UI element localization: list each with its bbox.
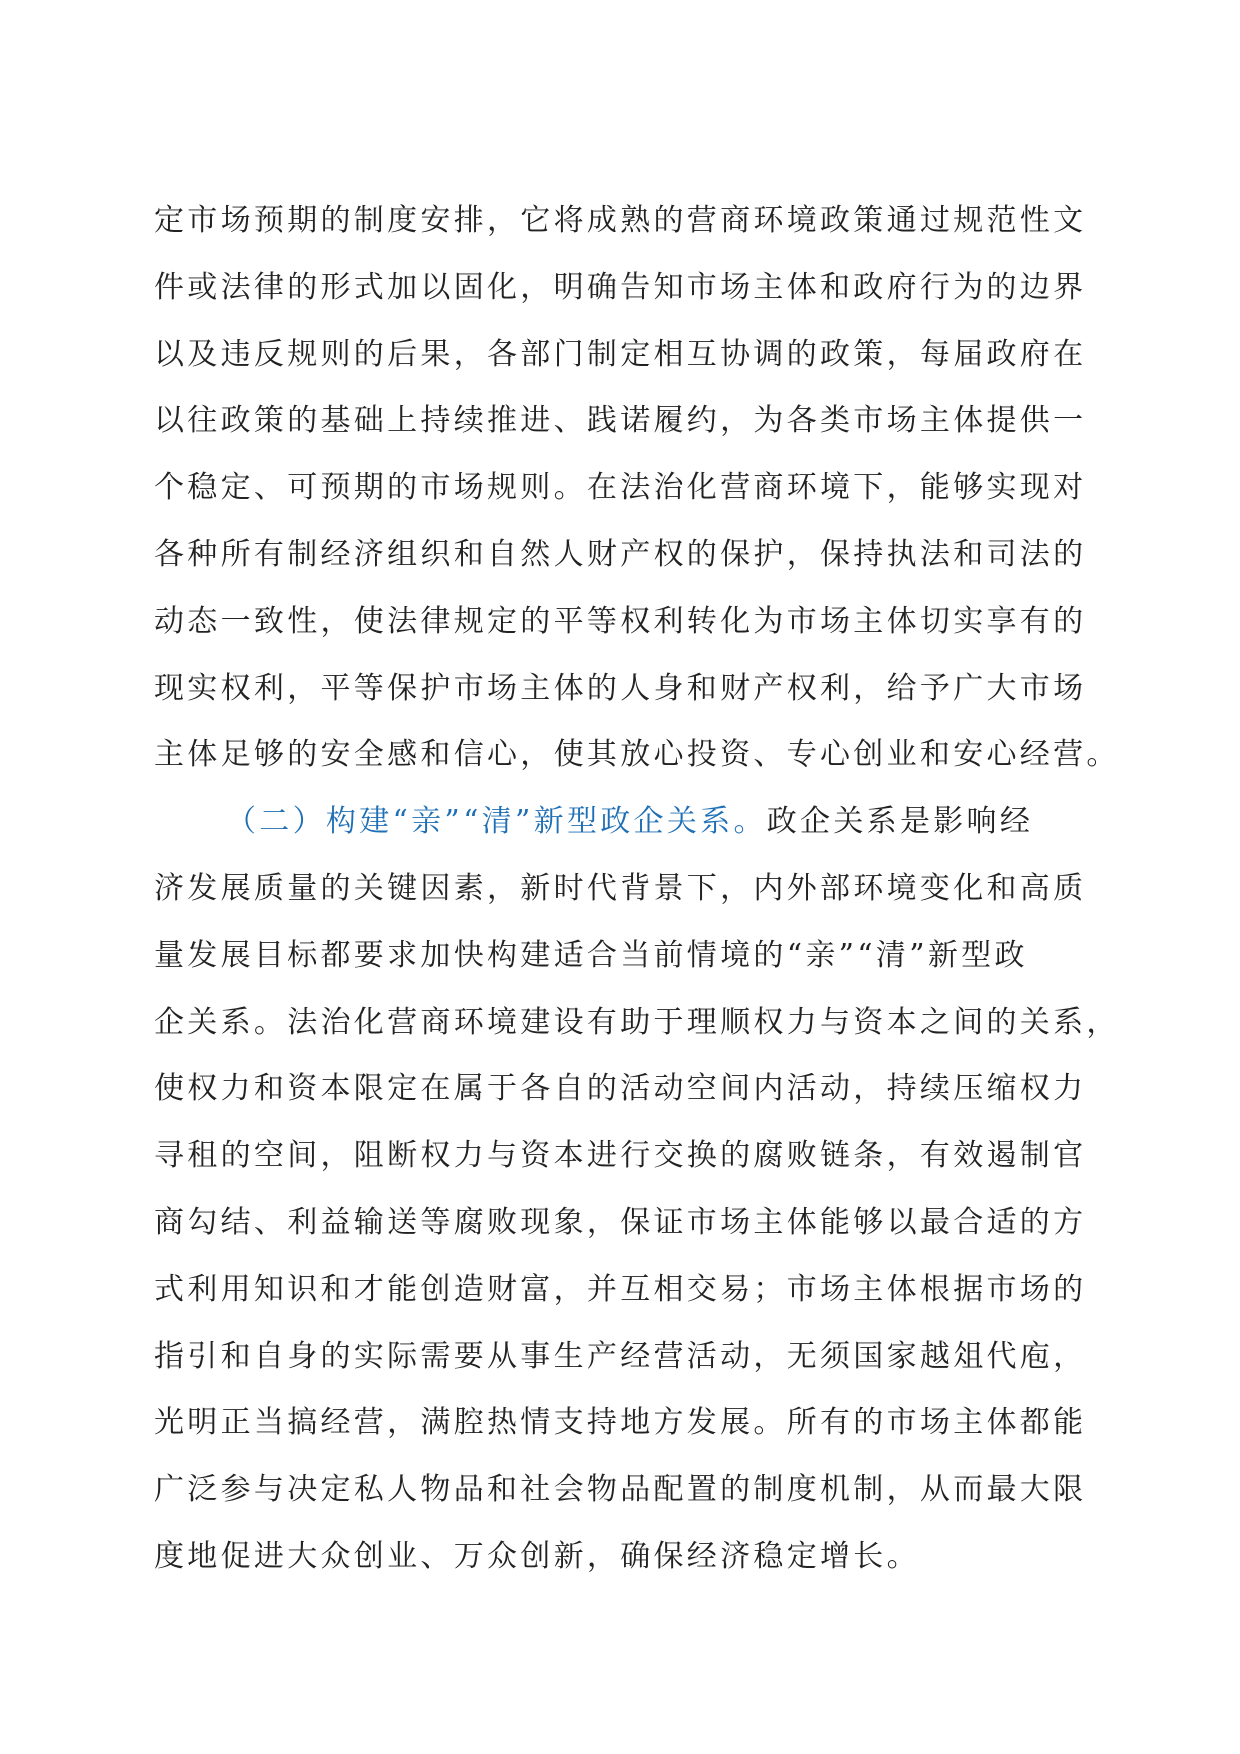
text-line: 个稳定、可预期的市场规则。在法治化营商环境下，能够实现对 <box>154 470 1087 506</box>
text-line: 件或法律的形式加以固化，明确告知市场主体和政府行为的边界 <box>154 269 1087 305</box>
paragraph-property-rights <box>154 188 1120 789</box>
text-line: 定市场预期的制度安排，它将成熟的营商环境政策通过规范性文 <box>154 203 1087 238</box>
section-heading: （二）构建“亲”“清”新型政企关系。 <box>226 804 767 840</box>
text-line: 寻租的空间，阻断权力与资本进行交换的腐败链条，有效遏制官 <box>154 1138 1087 1174</box>
text-line: 使权力和资本限定在属于各自的活动空间内活动，持续压缩权力 <box>154 1071 1087 1107</box>
document-body <box>154 188 1120 1591</box>
text-line: 量发展目标都要求加快构建适合当前情境的“亲”“清”新型政 <box>154 937 1028 973</box>
text-line: 以往政策的基础上持续推进、践诺履约，为各类市场主体提供一 <box>154 403 1087 439</box>
text-line: 广泛参与决定私人物品和社会物品配置的制度机制，从而最大限 <box>154 1472 1087 1508</box>
text-line: 度地促进大众创业、万众创新，确保经济稳定增长。 <box>154 1538 920 1574</box>
text-line-first <box>154 789 1094 856</box>
text-line: 主体足够的安全感和信心，使其放心投资、专心创业和安心经营。 <box>154 737 1120 773</box>
section-heading-continuation: 政企关系是影响经 <box>766 804 1034 840</box>
text-line: 各种所有制经济组织和自然人财产权的保护，保持执法和司法的 <box>154 536 1087 572</box>
text-line: 式利用知识和才能创造财富，并互相交易；市场主体根据市场的 <box>154 1271 1087 1307</box>
text-line: 商勾结、利益输送等腐败现象，保证市场主体能够以最合适的方 <box>154 1204 1087 1240</box>
text-line: 指引和自身的实际需要从事生产经营活动，无须国家越俎代庖， <box>154 1338 1087 1374</box>
text-line: 光明正当搞经营，满腔热情支持地方发展。所有的市场主体都能 <box>154 1405 1087 1441</box>
text-line: 动态一致性，使法律规定的平等权利转化为市场主体切实享有的 <box>154 603 1087 639</box>
text-line: 济发展质量的关键因素，新时代背景下，内外部环境变化和高质 <box>154 870 1087 906</box>
text-line: 现实权利，平等保护市场主体的人身和财产权利，给予广大市场 <box>154 670 1087 706</box>
text-line: 以及违反规则的后果，各部门制定相互协调的政策，每届政府在 <box>154 336 1087 372</box>
paragraph-government-business-relations <box>154 789 1120 1591</box>
text-line: 企关系。法治化营商环境建设有助于理顺权力与资本之间的关系， <box>154 1004 1120 1040</box>
